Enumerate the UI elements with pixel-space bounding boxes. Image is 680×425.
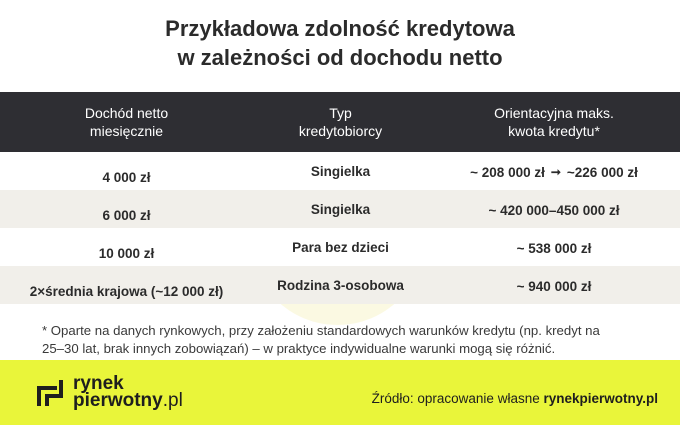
cell-amount: ~ 420 000–450 000 zł — [488, 202, 620, 218]
cell-type: Para bez dzieci — [292, 239, 389, 255]
source-site-link[interactable]: rynekpierwotny.pl — [543, 391, 658, 406]
footnote-line-1: * Oparte na danych rynkowych, przy założeniu standardowych warunków kredytu (np. kredyt na — [42, 323, 600, 338]
logo-line-2-suffix: .pl — [162, 390, 183, 411]
amount-from: ~ 208 000 zł — [470, 164, 545, 180]
cell-income: 2×średnia krajowa (~12 000 zł) — [29, 283, 224, 299]
title-line-2: w zależności od dochodu netto — [177, 45, 503, 70]
logo-line-2-bold: pierwotny — [73, 390, 163, 411]
table-header — [0, 92, 680, 152]
logo-line-1: rynek — [73, 373, 124, 394]
header-type — [253, 92, 428, 152]
logo-mark-icon — [36, 379, 64, 407]
source-prefix: Źródło: opracowanie własne — [371, 391, 544, 406]
cell-amount: ~ 538 000 zł — [516, 240, 592, 256]
page-title — [0, 14, 680, 72]
cell-income: 6 000 zł — [102, 207, 151, 223]
cell-type: Singielka — [310, 163, 371, 179]
header-income — [0, 92, 253, 152]
cell-amount — [428, 152, 680, 190]
logo-line-2 — [73, 392, 183, 409]
table-row — [0, 228, 680, 266]
cell-type: Singielka — [310, 201, 371, 217]
footnote-line-2: 25–30 lat, brak innych zobowiązań) – w praktyce indywidualne warunki mogą się różnić. — [42, 341, 556, 356]
source-text — [372, 391, 658, 406]
header-type-line2: kredytobiorcy — [298, 123, 383, 139]
header-income-line2: miesięcznie — [89, 123, 164, 139]
title-line-1: Przykładowa zdolność kredytowa — [165, 16, 515, 41]
table-row — [0, 190, 680, 228]
table-row — [0, 152, 680, 190]
footnote — [42, 322, 662, 358]
header-type-line1: Typ — [329, 105, 352, 121]
cell-income: 10 000 zł — [98, 245, 155, 261]
table-row — [0, 266, 680, 304]
amount-to: ~226 000 zł — [566, 164, 638, 180]
logo[interactable] — [73, 375, 183, 409]
credit-table — [0, 92, 680, 304]
header-amount-line2: kwota kredytu* — [508, 123, 600, 139]
header-amount — [428, 92, 680, 152]
header-amount-line1: Orientacyjna maks. — [494, 105, 614, 121]
cell-amount: ~ 940 000 zł — [516, 278, 592, 294]
arrow-right-icon: ➞ — [550, 165, 561, 179]
header-income-line1: Dochód netto — [84, 105, 169, 121]
cell-income: 4 000 zł — [102, 169, 151, 185]
cell-type: Rodzina 3-osobowa — [277, 277, 404, 293]
